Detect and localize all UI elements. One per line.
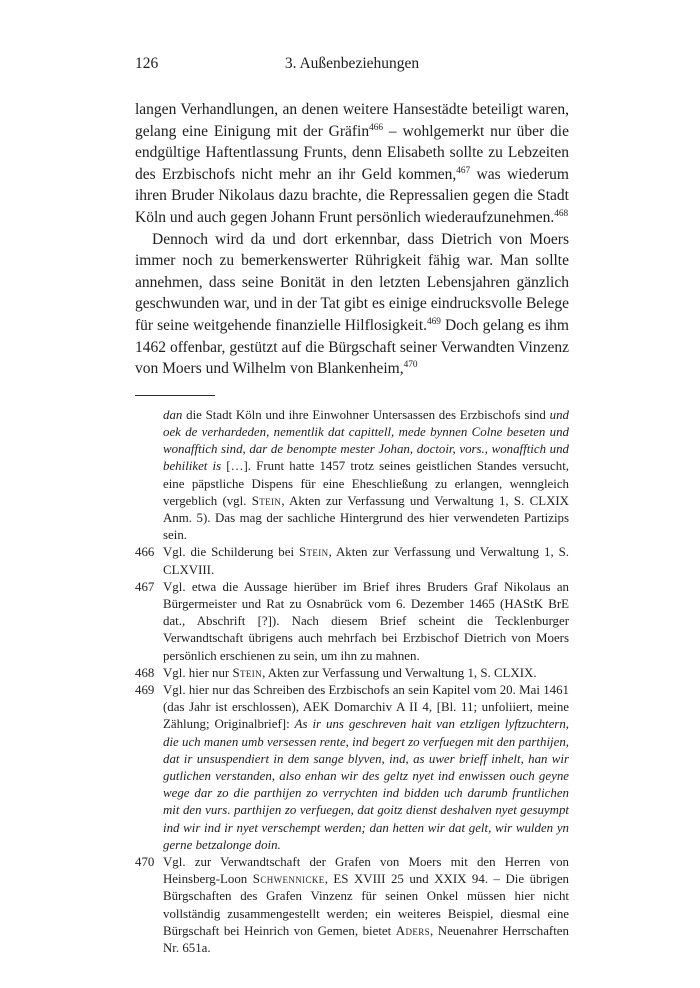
footnote-467 <box>135 579 569 665</box>
footnotes-section <box>135 407 569 958</box>
text-segment: Vgl. zur Verwandtschaft der Grafen von Moers mit den Herren von Heinsberg-Loon <box>163 855 569 887</box>
footnote-text <box>163 683 569 852</box>
body-paragraph-1 <box>135 99 569 229</box>
footnote-number: 468 <box>135 665 155 680</box>
footnote-text <box>163 580 569 663</box>
text-segment: Stein <box>251 493 282 508</box>
text-segment: , ES XVIII 25 und XXIX 94. – Die übrigen Bürgschaften des Grafen Vinzenz für seinen Onkel müssen hier nicht vollständig zusammengestellt werden; ein weiteres Beispiel, diesmal eine Bürgschaft bei Heinrich von Gemen, bietet <box>163 872 569 938</box>
footnote-text <box>163 855 569 955</box>
footnote-number: 466 <box>135 545 155 560</box>
footnote-text <box>163 408 569 542</box>
body-paragraph-2 <box>135 229 569 380</box>
text-segment: , Neuenahrer Herrschaften Nr. 651a. <box>163 923 569 956</box>
footnote-ref: 470 <box>403 359 418 370</box>
text-segment: Vgl. hier nur das Schreiben des Erzbischofs an sein Kapitel vom 20. Mai 1461 (das Jahr ist erschlossen), AEK Domarchiv A II 4, [Bl. 11; unfoliiert, meine Zählung; Originalbrief]: <box>163 682 569 732</box>
text-segment: Dennoch wird da und dort erkennbar, dass Dietrich von Moers immer noch zu bemerkenswerter Rührigkeit fähig war. Man sollte annehmen, dass seine Bonität in den letzten Lebensjahren gänzlich geschwunden war, und in der Tat gibt es einige eindrucksvolle Belege für seine weitgehende finanzielle Hilflosigkeit. <box>135 230 569 334</box>
text-segment: , Akten zur Verfassung und Verwaltung 1, S. CLXIX. <box>262 665 537 680</box>
text-segment: As ir uns geschreven hait van etzligen lyftzuchtern, die uch manen umb versessen rente, ind begert zo verfuegen mit den parthijen, dat ir unsuspendiert in dem sange blyven, ind, as uwer brieff inhelt, han wir gutlichen verstanden, also enhan wir des geltz nyet ind enwissen ouch geyne wege dar zo die parthijen zo verrychten ind bidden uch darumb fruntlichen mit den vurs. parthijen zo verfuegen, dat goitz dienst deshalven nyet gesuympt ind wir ind ir nyet verschempt werden; dan hetten wir dat gelt, wir wulden yn gerne betzalonge doin. <box>163 717 569 852</box>
footnote-divider <box>135 395 215 396</box>
footnote-text <box>163 666 537 680</box>
text-segment: was wiederum ihren Bruder Nikolaus dazu brachte, die Repressalien gegen die Stadt Köln und auch gegen Johann Frunt persönlich wiederaufzunehmen. <box>135 165 569 226</box>
body-text <box>135 99 569 380</box>
footnote-470 <box>135 854 569 957</box>
footnote-text <box>163 545 569 576</box>
footnote-continuation <box>135 407 569 545</box>
footnote-number: 470 <box>135 855 155 869</box>
text-segment: Stein <box>298 545 329 560</box>
text-segment: langen Verhandlungen, an denen weitere Hansestädte beteiligt waren, gelang eine Einigung mit der Gräfin <box>135 101 569 140</box>
page-header <box>135 55 569 76</box>
text-segment: , Akten zur Verfassung und Verwaltung 1, S. CLXIX Anm. 5). Das mag der sachliche Hintergrund des hier verwendeten Partizips sein. <box>163 493 569 543</box>
footnote-469 <box>135 682 569 854</box>
footnote-466 <box>135 544 569 578</box>
text-segment: Vgl. hier nur <box>163 665 233 680</box>
text-segment: Vgl. die Schilderung bei <box>163 545 299 560</box>
text-segment: und oek de verhardeden, nementlik dat capittell, mede bynnen Colne beseten und wonafftich sind, dar de benompte mester Johan, doctoir, vors., wonafftich und behiliket is <box>163 407 569 474</box>
text-segment: Aders <box>395 923 431 938</box>
text-segment: […]. Frunt hatte 1457 trotz seines geistlichen Standes versucht, eine päpstliche Dispens für eine Eheschließung zu erlangen, wenngleich vergeblich (vgl. <box>163 459 569 508</box>
footnote-468 <box>135 665 569 682</box>
text-segment: – wohlgemerkt nur über die endgültige Haftentlassung Frunts, denn Elisabeth sollte zu Lebzeiten des Erzbischofs nicht mehr an ihr Geld kommen, <box>135 122 569 183</box>
footnote-number: 467 <box>135 579 155 594</box>
text-segment: , Akten zur Verfassung und Verwaltung 1, S. CLXVIII. <box>163 545 569 577</box>
text-segment: die Stadt Köln und ihre Einwohner Untersassen des Erzbischofs sind <box>182 407 550 422</box>
footnote-ref: 467 <box>456 165 471 176</box>
text-segment: Doch gelang es ihm 1462 offenbar, gestützt auf die Bürgschaft seiner Verwandten Vinzenz von Moers und Wilhelm von Blankenheim, <box>135 316 569 378</box>
text-segment: Vgl. etwa die Aussage hierüber im Brief ihres Bruders Graf Nikolaus an Bürgermeister und Rat zu Osnabrück vom 6. Dezember 1465 (HAStK BrE dat., Abschrift [?]). Nach diesem Brief scheint die Tecklenburger Verwandtschaft übrigens auch mehrfach bei Erzbischof Dietrich von Moers persönlich erschienen zu sein, um ihn zu mahnen. <box>163 579 569 663</box>
text-segment: dan <box>163 407 183 422</box>
running-head: 3. Außenbeziehungen <box>284 55 420 72</box>
footnote-ref: 469 <box>427 316 441 327</box>
footnote-ref: 468 <box>554 208 569 219</box>
page-number: 126 <box>135 55 159 72</box>
text-segment: Schwennicke <box>252 872 325 887</box>
footnote-ref: 466 <box>369 122 384 133</box>
text-segment: Stein <box>232 665 263 680</box>
footnote-number: 469 <box>135 682 155 697</box>
